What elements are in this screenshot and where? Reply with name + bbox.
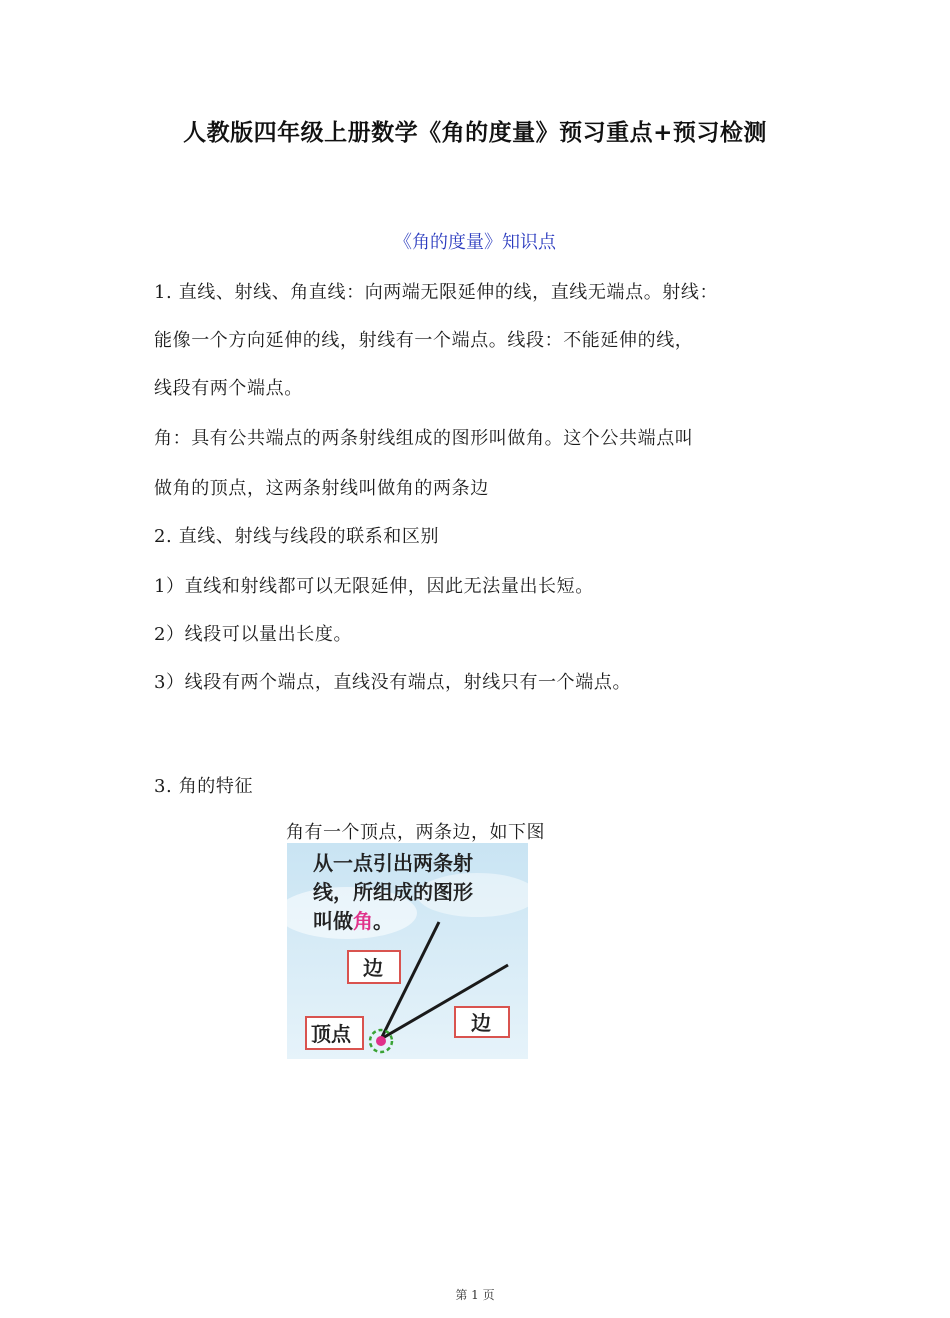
paragraph-line: 线段有两个端点。 [154, 378, 303, 399]
page-footer: 第 1 页 [455, 1288, 495, 1302]
paragraph-line: 1）直线和射线都可以无限延伸，因此无法量出长短。 [154, 576, 594, 597]
figure-caption: 角有一个顶点，两条边，如下图 [286, 822, 545, 843]
figure-text-suffix: 。 [373, 909, 393, 933]
angle-figure-svg [287, 843, 528, 1059]
figure-text-highlight: 角 [353, 909, 373, 933]
label-side-right: 边 [471, 1011, 491, 1035]
paragraph-line: 1. 直线、射线、角直线：向两端无限延伸的线，直线无端点。射线： [154, 282, 719, 303]
label-side-top: 边 [363, 956, 383, 980]
paragraph-line: 3. 角的特征 [154, 776, 254, 797]
paragraph-line: 能像一个方向延伸的线，射线有一个端点。线段：不能延伸的线， [154, 330, 694, 351]
paragraph-line: 2）线段可以量出长度。 [154, 624, 353, 645]
section-heading: 《角的度量》知识点 [394, 232, 556, 253]
paragraph-line: 2. 直线、射线与线段的联系和区别 [154, 526, 440, 547]
paragraph-line: 做角的顶点，这两条射线叫做角的两条边 [154, 478, 489, 499]
paragraph-line: 3）线段有两个端点，直线没有端点，射线只有一个端点。 [154, 672, 632, 693]
angle-figure [287, 843, 528, 1059]
figure-text-prefix: 叫做 [313, 909, 353, 933]
document-title: 人教版四年级上册数学《角的度量》预习重点+预习检测 [183, 120, 767, 146]
figure-text-line-2: 线，所组成的图形 [313, 880, 473, 904]
paragraph-line: 角：具有公共端点的两条射线组成的图形叫做角。这个公共端点叫 [154, 428, 694, 449]
vertex-dot [376, 1036, 386, 1046]
figure-text-line-1: 从一点引出两条射 [313, 851, 473, 875]
figure-text-line-3 [313, 909, 393, 933]
label-vertex: 顶点 [311, 1022, 351, 1046]
